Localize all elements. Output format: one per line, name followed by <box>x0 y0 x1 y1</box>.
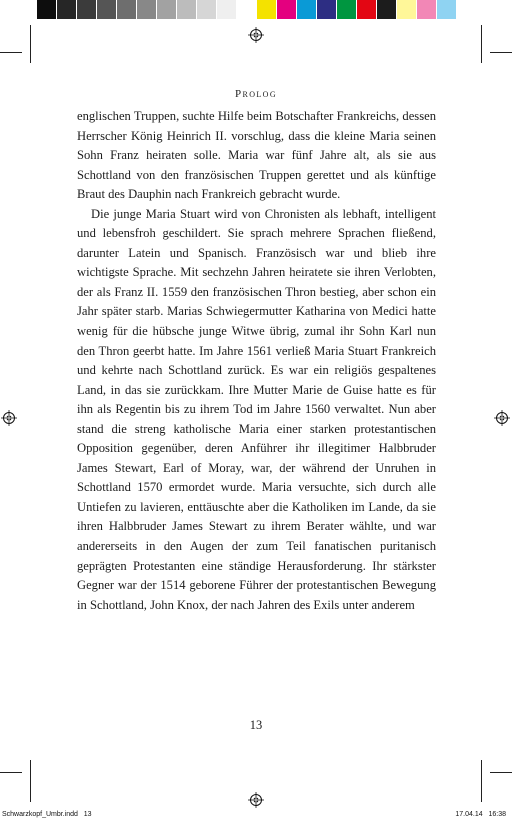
slug-timestamp: 17.04.14 16:38 <box>455 811 506 818</box>
color-calibration-bar <box>37 0 457 19</box>
color-swatch <box>437 0 457 19</box>
crop-mark <box>30 25 31 63</box>
color-swatch <box>237 0 257 19</box>
paragraph: Die junge Maria Stuart wird von Chronisten als lebhaft, intelligent und lebensfroh geschildert. Sie sprach mehrere Sprachen fließend, darunter Latein und Spanisch. Französisch war und blieb ihre wichtigste Sprache. Mit sechzehn Jahren heiratete sie ihren Verlobten, der als Franz II. 1559 den französischen Thron bestieg, aber schon ein Jahr später starb. Marias Schwiegermutter Katharina von Medici hatte wenig für die hübsche junge Witwe übrig, zumal ihr Sohn Karl nun den Thron geerbt hatte. Im Jahre 1561 verließ Maria Stuart Frankreich und kehrte nach Schottland zurück. Es war ein religiös gespaltenes Land, in das sie zurückkam. Ihre Mutter Marie de Guise hatte es für ihn als Regentin bis zu ihrem Tod im Jahre 1560 verwaltet. Nun aber stand die streng katholische Maria einer starken protestantischen Opposition gegenüber, deren Anführer ihr illegitimer Halbbruder James Stewart, Earl of Moray, war, der während der Unruhen in Schottland 1570 ermordet wurde. Maria versuchte, sich durch alle Untiefen zu lavieren, enttäuschte aber die Katholiken im Lande, da sie ihren Halbbruder James Stewart zu ihrem Berater wählte, und war andererseits in den Augen der zum Teil fanatischen puritanisch geprägten Protestanten eine ständige Herausforderung. Ihr stärkster Gegner war der 1514 geborene Führer der protestantischen Bewegung in Schottland, John Knox, der nach Jahren des Exils unter anderem <box>77 206 436 612</box>
body-text <box>77 107 436 615</box>
running-head: Prolog <box>234 88 278 100</box>
color-swatch <box>417 0 437 19</box>
crop-mark <box>481 25 482 63</box>
crop-mark <box>0 772 22 773</box>
registration-mark-icon <box>1 410 17 426</box>
color-swatch <box>377 0 397 19</box>
slug-filename: Schwarzkopf_Umbr.indd 13 <box>2 811 92 818</box>
color-swatch <box>297 0 317 19</box>
crop-mark <box>490 52 512 53</box>
color-swatch <box>277 0 297 19</box>
crop-mark <box>481 760 482 802</box>
paragraph: englischen Truppen, suchte Hilfe beim Botschafter Frankreichs, dessen Herrscher König Heinrich II. vorschlug, dass die kleine Maria seinen Sohn Franz heiraten solle. Maria war fünf Jahre alt, als sie aus Schottland von den französischen Truppen gerettet und als künftige Braut des Dauphin nach Frankreich gebracht wurde. <box>77 109 436 202</box>
color-swatch <box>117 0 137 19</box>
crop-mark <box>0 52 22 53</box>
registration-mark-icon <box>494 410 510 426</box>
color-swatch <box>357 0 377 19</box>
page-number: 13 <box>249 718 263 732</box>
color-swatch <box>37 0 57 19</box>
crop-mark <box>490 772 512 773</box>
color-swatch <box>97 0 117 19</box>
color-swatch <box>177 0 197 19</box>
color-swatch <box>57 0 77 19</box>
color-swatch <box>137 0 157 19</box>
color-swatch <box>317 0 337 19</box>
color-swatch <box>197 0 217 19</box>
registration-mark-icon <box>248 27 264 43</box>
registration-mark-icon <box>248 792 264 808</box>
color-swatch <box>257 0 277 19</box>
color-swatch <box>157 0 177 19</box>
color-swatch <box>397 0 417 19</box>
crop-mark <box>30 760 31 802</box>
color-swatch <box>77 0 97 19</box>
color-swatch <box>217 0 237 19</box>
color-swatch <box>337 0 357 19</box>
